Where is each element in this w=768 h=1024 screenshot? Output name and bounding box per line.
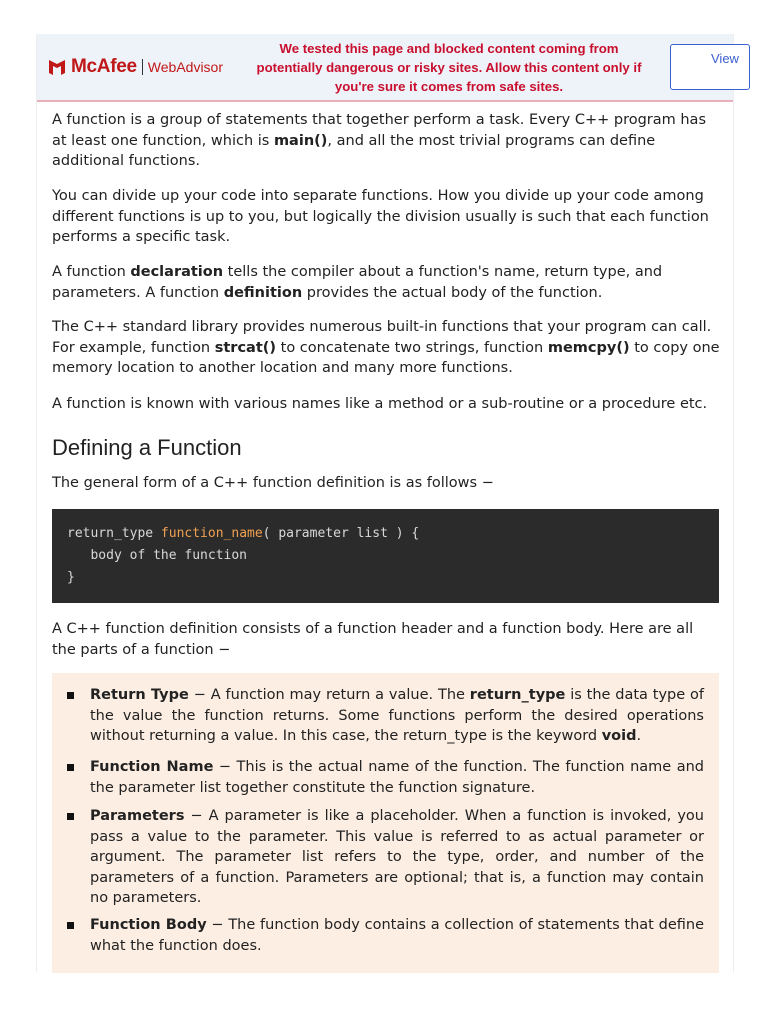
mcafee-logo: [47, 56, 223, 78]
code-block[interactable]: [52, 509, 719, 603]
section-lead: The general form of a C++ function definition is as follows −: [52, 475, 494, 491]
blocked-content-warning: We tested this page and blocked content coming from potentially dangerous or risky sites. Allow this content only if you're sure it comes from safe sites.: [256, 41, 642, 94]
function-parts-box: [52, 673, 719, 973]
list-item: Function Name − This is the actual name of the function. The function name and the parameter list together constitute the function signature.: [52, 757, 719, 798]
logo-divider: [142, 59, 143, 75]
code-line-3: }: [67, 570, 75, 585]
webadvisor-banner: [37, 34, 739, 102]
bullet-icon: [67, 692, 74, 699]
bullet-icon: [67, 922, 74, 929]
view-button[interactable]: View: [670, 44, 750, 90]
brand-name: McAfee: [71, 56, 137, 77]
intro-paragraph-4: The C++ standard library provides numerous built-in functions that your program can call. For example, function strcat() to concatenate two strings, function memcpy() to copy one memory location to another location and many more functions.: [52, 319, 720, 376]
page: [36, 34, 739, 972]
bullet-icon: [67, 813, 74, 820]
list-item: Parameters − A parameter is like a placeholder. When a function is invoked, you pass a value to the parameter. This value is referred to as actual parameter or argument. The parameter list refers to the type, order, and number of the parameters of a function. Parameters are optional; that is, a function may contain no parameters.: [52, 806, 719, 909]
after-code-paragraph: A C++ function definition consists of a function header and a function body. Here are all the parts of a function −: [52, 621, 694, 658]
intro-paragraph-3: A function declaration tells the compiler about a function's name, return type, and parameters. A function definition provides the actual body of the function.: [52, 264, 663, 301]
main-keyword: main(): [273, 132, 328, 149]
list-item: Return Type − A function may return a value. The return_type is the data type of the value the function returns. Some functions perform the desired operations without returning a value. In this case, the return_type is the keyword void.: [52, 685, 719, 747]
product-name: WebAdvisor: [147, 59, 223, 75]
intro-paragraph-5: A function is known with various names like a method or a sub-routine or a procedure etc.: [52, 396, 708, 412]
code-line-2: body of the function: [67, 548, 248, 563]
mcafee-shield-icon: [47, 58, 67, 76]
code-line-1: return_type function_name( parameter list ) {: [67, 526, 420, 541]
intro-paragraph-2: You can divide up your code into separate functions. How you divide up your code among different functions is up to you, but logically the division usually is such that each function performs a specific task.: [52, 188, 709, 245]
intro-paragraph-1: A function is a group of statements that together perform a task. Every C++ program has at least one function, which is main(), and all the most trivial programs can define additional functions.: [52, 112, 707, 169]
bullet-icon: [67, 764, 74, 771]
section-heading: Defining a Function: [52, 435, 242, 460]
list-item: Function Body − The function body contains a collection of statements that define what the function does.: [52, 915, 719, 956]
